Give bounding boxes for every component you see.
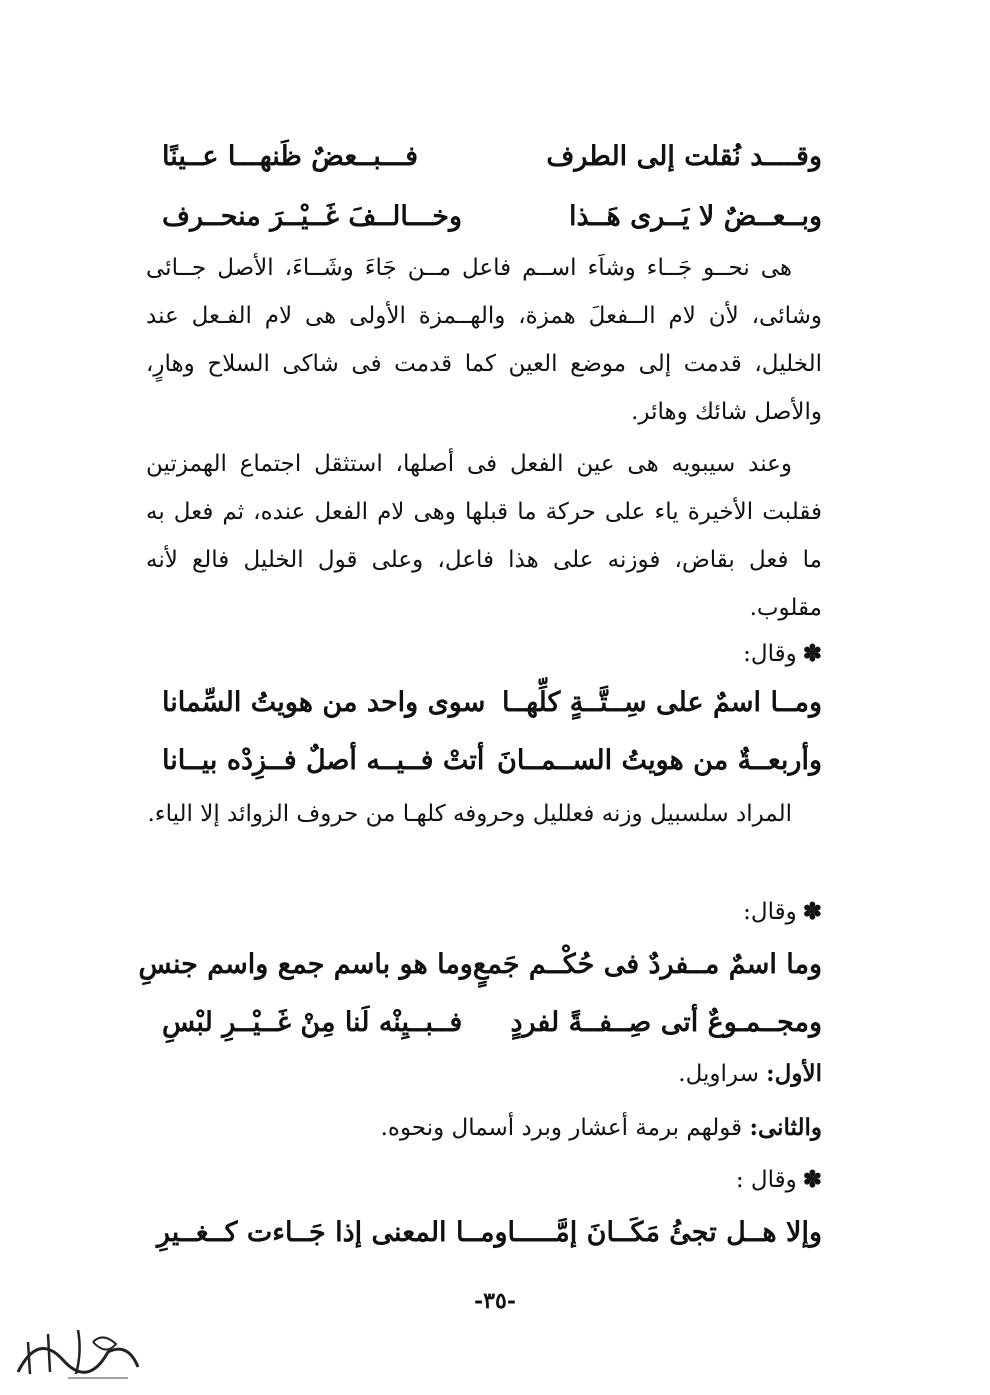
verse-hemistich-left: أتتْ فــيــه أصلٌ فــزِدْه بيــانا	[162, 744, 485, 776]
verse-hemistich-left: سوى واحد من هويتُ السِّمانا	[162, 686, 486, 718]
verse-line-4	[162, 734, 822, 786]
calligraphy-stamp-logo	[8, 1312, 148, 1388]
paragraph-3: المراد سلسبيل وزنه فعلليل وحروفه كلهـا من حروف الزوائد إلا الياء.	[147, 801, 792, 827]
qal-label: وقال:	[743, 899, 797, 925]
star-icon: ✽	[802, 898, 822, 925]
verse-hemistich-left: فـــبــعضٌ ظَنهـــا عــينًا	[162, 140, 418, 172]
first-answer-label: الأول:	[766, 1060, 822, 1087]
verse-hemistich-right: وأربعــةٌ من هويتُ الســمــانَ	[497, 744, 822, 776]
qal-label: وقال:	[743, 641, 797, 667]
verse-line-7	[156, 1206, 822, 1258]
second-answer-label: والثانى:	[749, 1114, 822, 1141]
verse-hemistich-left: وما هو باسم جمع واسم جنسِ	[138, 948, 473, 980]
verse-hemistich-right: وبــعــضٌ لا يَــرى هَــذا	[569, 200, 822, 232]
verse-line-6	[162, 996, 822, 1048]
qal-label: وقال :	[735, 1167, 797, 1193]
paragraph-2: وعند سيبويه هى عين الفعل فى أصلها، استثقل اجتماع الهمزتين فقلبت الأخيرة ياء على حركة ما قبلها وهى لام الفعل عنده، ثم فعل به ما فعل بقاض، فوزنه على هذا فاعل، وعلى قول الخليل فالع لأنه مقلوب.	[146, 451, 822, 621]
verse-hemistich-right: ومــا اسمٌ على سِــتَّــةٍ كلِّهــا	[502, 686, 822, 718]
verse-hemistich-left: وخـــالــفَ غَــيْــرَ منحــرف	[162, 200, 463, 232]
qal-line-2	[146, 888, 822, 936]
second-answer-text: قولهم برمة أعشار وبرد أسمال ونحوه.	[380, 1115, 743, 1141]
second-answer-line	[146, 1104, 822, 1152]
paragraph-1: هى نحــو جَــاء وشاَء اســم فاعل مــن جَاءَ وشَــاءَ، الأصل جــائى وشائى، لأن لام الــفعلَ همزة، والهــمزة الأولى هى لام الفـعل عند الخليل، قدمت إلى موضع العين كما قدمت فى شاكى السلاح وهارٍ، والأصل شائك وهائر.	[146, 255, 822, 425]
verse-line-5	[138, 938, 822, 990]
verse-hemistich-left: فــبــيِنْه لَنا مِنْ غَــيْــرِ لبْسِ	[162, 1006, 463, 1038]
verse-line-1	[162, 130, 822, 182]
star-icon: ✽	[802, 1166, 822, 1193]
verse-hemistich-right: وقــــد نُقلت إلى الطرف	[546, 140, 822, 172]
verse-line-3	[162, 676, 822, 728]
first-answer-line	[146, 1050, 822, 1098]
verse-hemistich-right: ومجــمـوعٌ أتى صِــفــةً لفردٍ	[510, 1006, 822, 1038]
verse-hemistich-right: وإلا هــل تجئُ مَكَــانَ إمَّـــــا	[507, 1216, 822, 1248]
page-number: -٣٥-	[474, 1288, 516, 1314]
verse-hemistich-left: ومــا المعنى إذا جَــاءت كــغــيرِ	[156, 1216, 508, 1248]
star-icon: ✽	[802, 640, 822, 667]
first-answer-text: سراويل.	[678, 1061, 759, 1087]
qal-line-1	[146, 630, 822, 678]
qal-line-3	[146, 1156, 822, 1204]
verse-hemistich-right: وما اسمٌ مــفردٌ فى حُكْــم جَمعٍ	[472, 948, 822, 980]
verse-line-2	[162, 190, 822, 242]
